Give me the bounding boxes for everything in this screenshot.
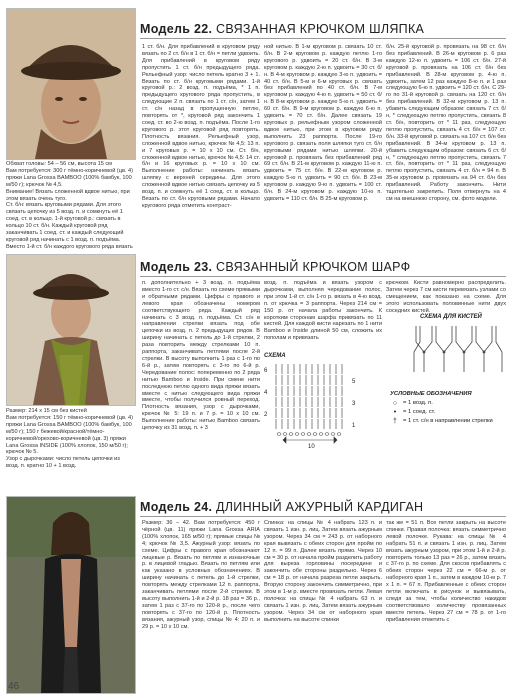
cardigan-photo [6,496,136,694]
stitch-chart [272,364,350,444]
text-column: возд. п. подъёма и вязать узором с дырочками, выполняя чередование полос, при этом 1-й ст. с/н 1-го р. вязать в 4-ю возд. п. от крючка = 3 раппорта. Через 214 см = 150 р. от начала работы закончить. К коротким сторонам шарфа привязать по 11 кистей. Для каждой кисти нарезать по 1 нити Bamboo и Inside длиной 50 см, сложить их пополам и привязать [264,280,382,342]
scarf-photo [6,254,136,406]
legend [390,390,506,426]
model-title: СВЯЗАННАЯ КРЮЧКОМ ШЛЯПКА [216,22,425,36]
section-header [140,258,506,277]
legend-item: • = 1 соед. ст. [390,408,506,417]
model-title: ДЛИННЫЙ АЖУРНЫЙ КАРДИГАН [216,500,424,514]
legend-item: † = 1 ст. с/н в направлении стрелки [390,417,506,426]
model-number: Модель 22. [140,22,213,36]
text-column: крючком. Кисти равномерно распределить. Затем через 7 см кисти перевязать узлами со смещением, как показано на схеме. Для этого использовать половинные нити двух соседних кистей. [386,280,506,314]
model-number: Модель 23. [140,260,213,274]
tassel-diagram-label: СХЕМА ДЛЯ КИСТЕЙ [420,314,482,320]
row-number-right: 5 [352,379,356,385]
row-number-left: 4 [264,390,268,396]
scheme-label: СХЕМА [264,353,286,359]
row-number-right: 3 [352,401,356,407]
double-crochet-icon: † [393,418,397,425]
text-column: Размер: 36 – 42. Вам потребуется: 450 г чёрной (цв. 11) пряжи Lana Grossa ARIA (100% хлопок, 165 м/50 г); прямые спицы № 4; крючок № 3,5. Ажурный узор: вязать по схеме. Цифры с правого края обозначают лицевые р. Вязать по петлям и изнаночные р. в лицевой гладью. Вязать по петлям или как указано в условных обозначениях. В ширину начинать с петель до 1-й стрелки, повторять между стрелками 12 п. раппорта, заканчивать петлями после 2-й стрелки. В высоту выполнить 1-й и 2-й р. 18 раз = 36 р., затем 1 раз с 37-го по 120-й р., после чего повторять с 37-го по 120-й р. Плотность вязания, ажурный узор, спицы № 4: 20 п. и 29 р. = 10 х 10 см. [142,520,260,630]
text-column: п. дополнительно + 3 возд. п. подъёма вместо 1-го ст. с/н. Вязать по схеме прямыми и обратными рядами. Цифры с правого и левого края обозначены номером соответствующего ряда. Каждый ряд начинать с 3 возд. п. подъёма. Ст. с/н в направлении стрелки вязать под обе цепочки из возд. п. 2 предыдущих рядов. В ширину начинать с петель до 1-й стрелки, 2 раза повторить между стрелками 10 п. раппорта, заканчивать петлями после 2-й стрелки. В высоту выполнить 1 раз с 1-го по 6-й р., затем повторять с 3-го по 6-й р. Чередование полос: попеременно по 2 ряда нитью Bamboo и Inside. При смене нити последнюю петлю одного вида пряжи вязать вместе с нитью следующего вида пряжи вместе, чтобы получился ровный переход. Плотность вязания, узор с дырочками, крючок № 5: 19 п. и 7 р. = 10 х 10 см. Выполнение работы: нитью Bamboo связать цепочку из 31 возд. п. + 3 [142,280,260,432]
legend-item: ○ = 1 возд. п. [390,399,506,408]
slip-stitch-icon: • [393,409,397,416]
section-model-22 [0,0,512,250]
model-number: Модель 24. [140,500,213,514]
tassel-diagram [410,324,506,374]
text-column: 1 ст. б/н. Для прибавлений в круговом ряду вязать по 2 ст. б/н в 1 ст. б/н = петли удвоить. Для прибавлений в круговом ряду пропустить 1 ст. б/н предыдущего ряда. Рельефный узор: число петель кратно 3 + 1. Вязать по ст. б/н круговыми рядами. 1-й круговой р.: 2 возд. п. подъёма, * 1 п. предыдущего кругового ряда пропустить, в следующие 2 п. связать по 1 ст. с/н, затем 1 ст. с/н назад в пропущенную петлю, повторять от *, круговой ряд закончить 1 соед. ст. во 2-ю возд. п. подъёма. После 1-го кругового р. этот круговой ряд повторять. Плотность вязания. Рельефный узор, сложенной вдвое нитью, крючок № 4,5: 13 п. и 7 круговых р. = 10 х 10 см. Ст. б/н, сложенной вдвое нитью, крючок № 4,5: 14 ст. б/н и 16 круговых р. = 10 х 10 см. Выполнение работы: начинать вязать шляпку с верхней середины. Для этого сложенной вдвое нитью связать цепочку из 5 возд. п. и сомкнуть её 1 соед. ст. в кольцо. Вязать по ст. б/н круговыми рядами. Начало кругового ряда отметить контраст- [142,44,261,209]
section-model-24 [0,488,512,700]
section-header [140,498,506,517]
text-column: ной нитью. В 1-м круговом р. связать 10 ст. б/н. В 2-м круговом р. каждую петлю 1-го кругового р. удвоить = 20 ст. б/н. В 3-м круговом р. каждую 2-ю п. удвоить = 30 ст. б/н. В 4-м круговом р. каждую 3-ю п. удвоить = 40 ст. б/н. В 5-м и 6-м круговых р. связать без прибавлений по 40 ст. б/н. В 7-м круговом р. каждую 4-ю п. удвоить = 50 ст. б/н. В 8-м круговом р. каждую 5-ю п. удвоить = 60 ст. б/н. В 9-м круговом р. каждую 6-ю п. удвоить = 70 ст. б/н. Далее связать 19 круговых р. рельефным узором сложенной вдвое нитью, при этом в круговом ряду выполнить 23 раппорта. После 19-го кругового р. связать поля шляпки туго ст. б/н круговыми рядами нитью шляпки. 20-й круговой р. провязать без прибавлений ряд 69 ст. б/н. В 21-м круговом р. каждую 11-ю п. удвоить = 75 ст. б/н. В 22-м круговом р. каждую 5-ю п. удвоить = 90 ст. б/н. В 23-м круговом р. каждую 9-ю п. удвоить = 100 ст. б/н. В 24-м круговом р. каждую 10-ю п. удвоить = 110 ст. б/н. В 25-м круговом р. [264,44,382,202]
section-model-23 [0,240,512,478]
materials-text: Размер: 214 х 15 см без кистей Вам потребуется: 150 г тёмно-коричневой (цв. 4) пряжи Lana Grossa BAMBOO (100% бамбук, 100 м/50 г); 150 г бежевой/красной/тёмно-коричневой/орехово-коричневой (цв. 3) пряжи Lana Grossa INSIDE (100% хлопок, 150 м/50 г); крючок № 5. Узор с дырочками: число петель цепочки из возд. п. кратно 10 + 1 возд. [6,408,134,470]
materials-text: Обхват головы: 54 – 56 см, высота 15 см Вам потребуется: 300 г тёмно-коричневой (цв. 4) пряжи Lana Grossa BAMBOO (100% бамбук, 100 м/50 г); крючок № 4,5. Внимание! Вязать сложенной вдвое нитью, при этом вязать очень туго. Ст. б/н: вязать круговыми рядами. Для этого связать цепочку из 5 возд. п. и сомкнуть её 1 соед. ст. в кольцо. 1-й круговой р.: связать в кольцо 10 ст. б/н. Каждый круговой ряд заканчивать 1 соед. ст. и каждый следующий круговой ряд начинать с 1 возд. п. подъёма. Вместо 1-й ст. б/н каждого кругового ряда вязать [6,161,134,250]
chain-stitch-icon: ○ [392,400,398,407]
row-number-right: 1 [352,423,356,429]
row-number-left: 2 [264,412,268,418]
text-column: Спинка: на спицы № 4 набрать 123 п. и связать 1 изн. р. лиц. Затем вязать ажурным узором. Через 34 см = 243 р. от наборного края вывязать с обеих сторон для пройм по 12 п. = 99 п. Далее вязать прямо. Через 10 см = 30 р. от начала пройм разделить работу для выреза горловины посередине и закончить обе стороны раздельно. Через 6 см = 18 р. от начала разреза петли закрыть. Вторую сторону закончить симметрично, при этом в 1-м р. вместе провязать петли. Левая полочка: на спицы № 4 набрать 63 п. и связать 1 изн. р. лиц. Затем вязать ажурным узором. Через 34 см от наборного края выполнить на высоте спинки [264,520,382,623]
text-column: так же = 51 п. Все петли закрыть на высоте спинки. Правая полочка: вязать симметрично левой полочке. Рукава: на спицы № 4 набрать 51 п. и связать 1 изн. р. лиц. Затем вязать ажурным узором, при этом 1-й и 2-й р. повторить только 13 раз = 26 р., затем вязать с 37-го р. по схеме. Для скосов прибавлять с обеих сторон через 22 см = 66-м р. от наборного края 1 п., затем в каждом 10-м р. 7 х 1 п. = 67 п. Прибавленные с обеих сторон петли включать в рисунок и вывязывать, следя за тем, чтобы количество накидов соответствовало количеству провязанных вместе петель. Через 27 см = 78 р. от 1-го прибавления отметить с [386,520,506,623]
rapport-label: 10 [308,444,315,450]
row-number-left: 6 [264,368,268,374]
model-title: СВЯЗАННЫЙ КРЮЧКОМ ШАРФ [216,260,411,274]
hat-photo [6,8,136,160]
legend-title: УСЛОВНЫЕ ОБОЗНАЧЕНИЯ [390,391,472,397]
page-number: 46 [8,681,20,692]
text-column: б/н. 25-й круговой р. провязать на 98 ст. б/н без прибавлений. В 26-м круговом р. 6 раз каждую 12-ю п. удвоить = 106 ст. б/н. 27-й круговой р. провязать на 106 ст. б/н без прибавлений. В 28-м круговом р. 4-ю п. удвоить, затем 12 раз каждую 8-ю п. и 1 раз следующую 6-ю п. удвоить = 120 ст. б/н. С 29-го по 31-й круговой р. связать на 120 ст. б/н без прибавлений. В 32-м круговом р. 13 п. убавить следующим образом: связать 7 ст. б/н, * следующую петлю пропустить, связать 8 ст. б/н, повторить от * 11 раз, следующую петлю пропустить, связать 4 ст. б/н = 107 ст. б/н. 33-й круговой р. связать на 107 ст. б/н без прибавлений. В 34-м круговом р. 13 п. убавить следующим образом: связать 6 ст. б/н, * следующую петлю пропустить, связать 7 ст. б/н, повторить от * 11 раз, следующую петлю пропустить, связать 4 ст. б/н = 94 п. В 35-м круговом р. провязать на 94 ст. б/н без прибавлений. Работу закончить. Нити тщательно закрепить. Поля отвернуть на 4 см на внешнюю сторону, см. фото модели. [386,44,506,202]
section-header [140,20,506,39]
